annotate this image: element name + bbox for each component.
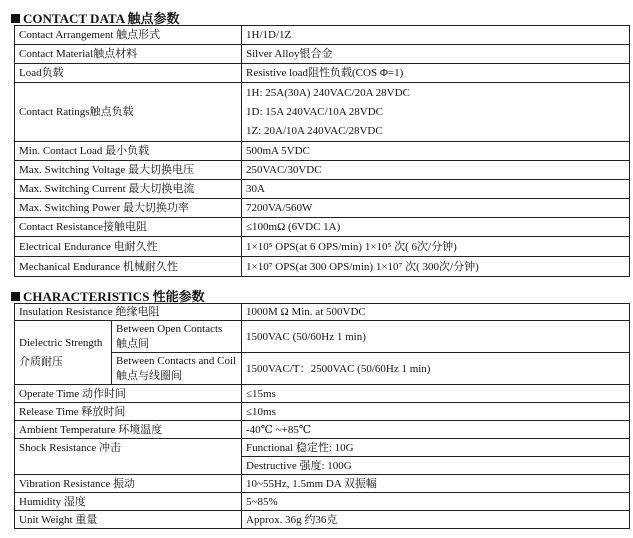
- row-label: Contact Material触点材料: [15, 45, 242, 64]
- sub-label-en: Between Contacts and Coil: [116, 354, 237, 367]
- row-label: Min. Contact Load 最小负载: [15, 142, 242, 161]
- table-row: [15, 26, 630, 45]
- table-row: [15, 83, 630, 142]
- row-label: Contact Ratings触点负载: [15, 83, 242, 142]
- rating-line: 1D: 15A 240VAC/10A 28VDC: [246, 105, 384, 118]
- row-value: 1500VAC/T：2500VAC (50/60Hz 1 min): [242, 353, 630, 385]
- row-value: 1500VAC (50/60Hz 1 min): [242, 321, 630, 353]
- table-row: [15, 304, 630, 321]
- contact-data-table: [14, 25, 630, 277]
- dielectric-label-en: Dielectric Strength: [19, 336, 103, 349]
- row-value: 500mA 5VDC: [242, 142, 630, 161]
- row-label: Humidity 湿度: [15, 493, 242, 511]
- table-row: [15, 403, 630, 421]
- dielectric-label: [15, 321, 112, 385]
- row-label: Ambient Temperature 环境温度: [15, 421, 242, 439]
- dielectric-sub-coil: [112, 353, 242, 385]
- row-value: 1×10⁷ OPS(at 300 OPS/min) 1×10⁷ 次( 300次/分钟): [242, 257, 630, 277]
- row-value: Approx. 36g 约36克: [242, 511, 630, 529]
- row-value: Destructive 强度: 100G: [242, 457, 630, 475]
- dielectric-sub-open: [112, 321, 242, 353]
- table-row: [15, 218, 630, 237]
- sub-label-en: Between Open Contacts: [116, 322, 223, 335]
- sub-label-cn: 触点间: [116, 337, 149, 350]
- table-row: [15, 257, 630, 277]
- table-row: [15, 385, 630, 403]
- row-value: 1×10⁵ OPS(at 6 OPS/min) 1×10⁵ 次( 6次/分钟): [242, 237, 630, 257]
- row-value: Resistive load阻性负载(COS Φ=1): [242, 64, 630, 83]
- row-label: Electrical Endurance 电耐久性: [15, 237, 242, 257]
- row-value-multi: [242, 83, 630, 142]
- row-label: Release Time 释放时间: [15, 403, 242, 421]
- row-value: Silver Alloy银合金: [242, 45, 630, 64]
- row-label: Max. Switching Current 最大切换电流: [15, 180, 242, 199]
- row-label: Operate Time 动作时间: [15, 385, 242, 403]
- row-label: Max. Switching Power 最大切换功率: [15, 199, 242, 218]
- row-label: Max. Switching Voltage 最大切换电压: [15, 161, 242, 180]
- row-value: ≤15ms: [242, 385, 630, 403]
- row-value: 1H/1D/1Z: [242, 26, 630, 45]
- table-row: [15, 493, 630, 511]
- row-value: 1000M Ω Min. at 500VDC: [242, 304, 630, 321]
- table-row: [15, 142, 630, 161]
- row-value: 5~85%: [242, 493, 630, 511]
- table-row: [15, 45, 630, 64]
- characteristics-table: [14, 303, 630, 529]
- table-row: [15, 439, 630, 457]
- row-value: 10~55Hz, 1.5mm DA 双振幅: [242, 475, 630, 493]
- row-label: Contact Resistance接触电阻: [15, 218, 242, 237]
- row-label: Insulation Resistance 绝缘电阻: [15, 304, 242, 321]
- sub-label-cn: 触点与线圈间: [116, 369, 182, 382]
- table-row: [15, 321, 630, 353]
- table-row: [15, 475, 630, 493]
- row-value: 7200VA/560W: [242, 199, 630, 218]
- contact-data-title-text: CONTACT DATA 触点参数: [23, 11, 180, 26]
- square-bullet-icon: [11, 292, 20, 301]
- row-value: ≤10ms: [242, 403, 630, 421]
- row-value: 250VAC/30VDC: [242, 161, 630, 180]
- row-value: 30A: [242, 180, 630, 199]
- square-bullet-icon: [11, 14, 20, 23]
- row-value: -40℃ ~+85℃: [242, 421, 630, 439]
- table-row: [15, 161, 630, 180]
- table-row: [15, 199, 630, 218]
- row-value: ≤100mΩ (6VDC 1A): [242, 218, 630, 237]
- table-row: [15, 511, 630, 529]
- dielectric-label-cn: 介质耐压: [19, 355, 63, 368]
- row-label: Load负载: [15, 64, 242, 83]
- rating-line: 1H: 25A(30A) 240VAC/20A 28VDC: [246, 86, 410, 99]
- table-row: [15, 237, 630, 257]
- row-label: Vibration Resistance 振动: [15, 475, 242, 493]
- row-value: Functional 稳定性: 10G: [242, 439, 630, 457]
- table-row: [15, 64, 630, 83]
- rating-line: 1Z: 20A/10A 240VAC/28VDC: [246, 124, 383, 137]
- table-row: [15, 180, 630, 199]
- row-label: Shock Resistance 冲击: [15, 439, 242, 475]
- row-label: Contact Arrangement 触点形式: [15, 26, 242, 45]
- row-label: Mechanical Endurance 机械耐久性: [15, 257, 242, 277]
- row-label: Unit Weight 重量: [15, 511, 242, 529]
- table-row: [15, 421, 630, 439]
- characteristics-title-text: CHARACTERISTICS 性能参数: [23, 289, 205, 304]
